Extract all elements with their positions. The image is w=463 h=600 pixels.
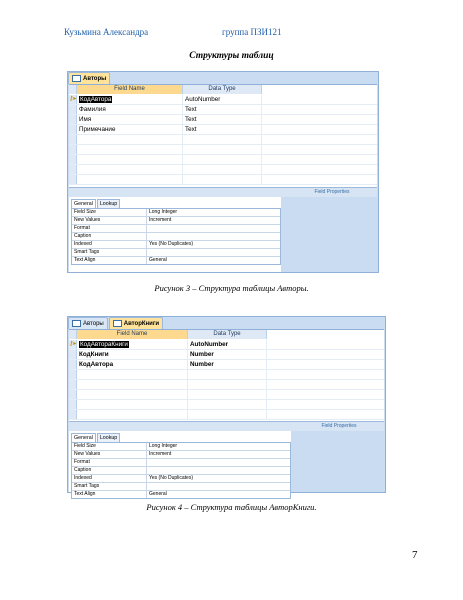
property-row[interactable]: Caption — [72, 467, 290, 475]
tab-lookup[interactable]: Lookup — [97, 433, 120, 442]
field-name[interactable]: КодАвтораКниги — [80, 341, 128, 348]
property-row[interactable]: New Values Increment — [72, 451, 290, 459]
tab-general[interactable]: General — [71, 433, 96, 442]
table-row[interactable] — [69, 165, 377, 175]
field-properties-label: Field Properties — [314, 189, 350, 195]
table-row[interactable] — [69, 350, 384, 360]
table-row[interactable] — [69, 370, 384, 380]
property-row[interactable]: Field Size Long Integer — [72, 443, 290, 451]
property-row[interactable]: Format — [72, 225, 280, 233]
property-row[interactable]: Format — [72, 459, 290, 467]
data-type[interactable]: AutoNumber — [183, 95, 262, 104]
property-help-pane — [281, 197, 377, 272]
column-field-name[interactable]: Field Name — [77, 85, 183, 94]
table-row[interactable] — [69, 125, 377, 135]
table-row[interactable] — [69, 410, 384, 420]
tab-avtorknigi[interactable]: АвторКниги — [109, 317, 163, 329]
primary-key-icon: ⚷▸ — [69, 341, 77, 347]
header-group: группа ПЗИ121 — [222, 27, 282, 37]
table-row[interactable] — [69, 145, 377, 155]
tab-general[interactable]: General — [71, 199, 96, 208]
table-row[interactable] — [69, 360, 384, 370]
column-data-type[interactable]: Data Type — [183, 85, 262, 94]
tab-lookup[interactable]: Lookup — [97, 199, 120, 208]
design-grid — [69, 84, 377, 272]
field-properties-bar — [69, 421, 384, 431]
property-row[interactable]: New Values Increment — [72, 217, 280, 225]
data-type[interactable]: Number — [188, 360, 267, 369]
table-row[interactable] — [69, 155, 377, 165]
property-row[interactable]: Field Size Long Integer — [72, 209, 280, 217]
property-row[interactable]: Text Align General — [74, 257, 167, 263]
property-row[interactable]: Text Align General — [74, 491, 167, 497]
field-name[interactable]: КодАвтора — [80, 96, 112, 103]
primary-key-icon: ⚷▸ — [69, 96, 77, 102]
table-row[interactable] — [69, 390, 384, 400]
grid-header — [69, 330, 384, 339]
table-row[interactable] — [69, 175, 377, 185]
data-type[interactable]: Text — [183, 105, 262, 114]
field-name[interactable]: КодКниги — [77, 350, 188, 359]
data-type[interactable]: Text — [183, 125, 262, 134]
property-tabs — [71, 433, 121, 442]
property-tabs — [71, 199, 121, 208]
field-properties-bar — [69, 187, 377, 197]
property-row[interactable]: Smart Tags — [72, 249, 280, 257]
table-row[interactable] — [69, 135, 377, 145]
table-icon — [72, 320, 81, 327]
page-number: 7 — [412, 549, 418, 561]
property-help-pane — [291, 431, 384, 492]
table-row[interactable] — [69, 105, 377, 115]
figure-3-caption: Рисунок 3 – Структура таблицы Авторы. — [154, 283, 309, 293]
table-design-window-avtorknigi — [67, 316, 386, 497]
design-grid — [69, 329, 384, 497]
column-field-name[interactable]: Field Name — [77, 330, 188, 339]
table-row[interactable] — [69, 400, 384, 410]
table-row[interactable] — [69, 380, 384, 390]
table-row[interactable] — [69, 95, 377, 105]
property-sheet — [71, 208, 281, 265]
figure-4-caption: Рисунок 4 – Структура таблицы АвторКниги. — [146, 502, 317, 512]
property-sheet — [71, 442, 291, 499]
data-type[interactable]: Number — [188, 350, 267, 359]
table-row[interactable] — [69, 115, 377, 125]
section-title: Структуры таблиц — [189, 51, 274, 61]
tab-avtory[interactable]: Авторы — [68, 317, 108, 329]
field-properties-label: Field Properties — [321, 423, 357, 429]
data-type[interactable]: AutoNumber — [188, 340, 267, 349]
table-icon — [113, 320, 122, 327]
header-author: Кузьмина Александра — [64, 27, 149, 37]
property-row[interactable]: Indexed Yes (No Duplicates) — [72, 475, 290, 483]
grid-header — [69, 85, 377, 94]
table-row[interactable] — [69, 340, 384, 350]
field-name[interactable]: КодАвтора — [77, 360, 188, 369]
data-type[interactable]: Text — [183, 115, 262, 124]
property-row[interactable]: Indexed Yes (No Duplicates) — [72, 241, 280, 249]
field-name[interactable]: Фамилия — [77, 105, 183, 114]
document-tabs — [68, 72, 111, 84]
tab-avtory[interactable]: Авторы — [68, 72, 110, 84]
property-row[interactable]: Smart Tags — [72, 483, 290, 491]
field-name[interactable]: Имя — [77, 115, 183, 124]
table-design-window-avtory — [67, 71, 379, 273]
field-name[interactable]: Примечание — [77, 125, 183, 134]
column-data-type[interactable]: Data Type — [188, 330, 267, 339]
document-tabs — [68, 317, 164, 329]
table-icon — [72, 75, 81, 82]
property-row[interactable]: Caption — [72, 233, 280, 241]
